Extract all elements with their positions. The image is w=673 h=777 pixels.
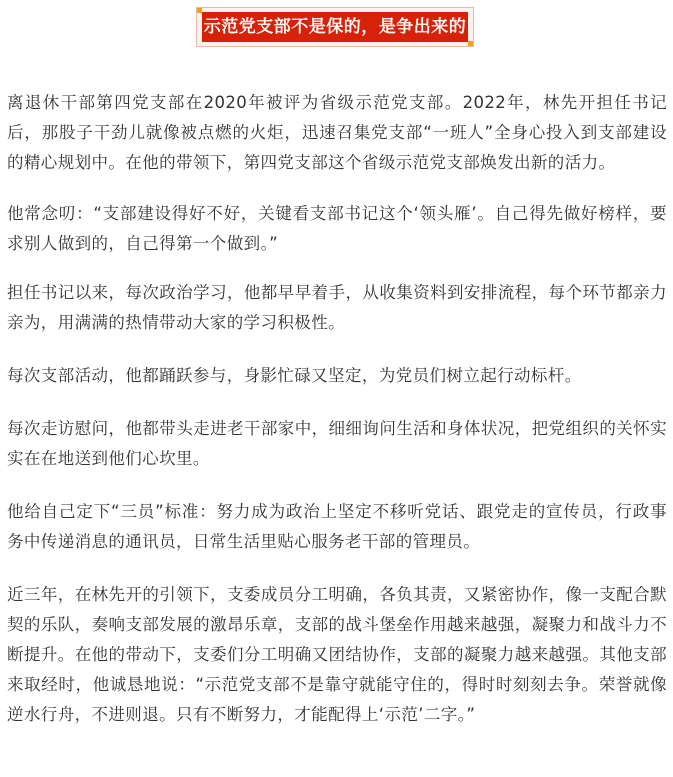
corner-decoration-icon xyxy=(468,41,473,46)
paragraph-study: 担任书记以来，每次政治学习，他都早早着手，从收集资料到安排流程，每个环节都亲力亲为，用满满的热情带动大家的学习积极性。 xyxy=(7,283,667,332)
paragraph-standards: 他给自己定下“三员”标准：努力成为政治上坚定不移听党话、跟党走的宣传员，行政事务中传递消息的通讯员，日常生活里贴心服务老干部的管理员。 xyxy=(7,502,667,551)
article-body xyxy=(7,88,667,753)
paragraph-quote: 他常念叨：“支部建设得好不好，关键看支部书记这个‘领头雁’。自己得先做好榜样，要求别人做到的，自己得第一个做到。” xyxy=(7,204,667,253)
paragraph-activities: 每次支部活动，他都踊跃参与，身影忙碌又坚定，为党员们树立起行动标杆。 xyxy=(7,366,582,385)
paragraph-intro: 离退休干部第四党支部在2020年被评为省级示范党支部。2022年，林先开担任书记后，那股子干劲儿就像被点燃的火炬，迅速召集党支部“一班人”全身心投入到支部建设的精心规划中。在他的带领下，第四党支部这个省级示范党支部焕发出新的活力。 xyxy=(7,93,667,172)
title-banner xyxy=(196,7,474,47)
title-area xyxy=(0,0,673,56)
paragraph-results: 近三年，在林先开的引领下，支委成员分工明确，各负其责，又紧密协作，像一支配合默契的乐队，奏响支部发展的激昂乐章，支部的战斗堡垒作用越来越强，凝聚力和战斗力不断提升。在他的带动下，支委们分工明确又团结协作，支部的凝聚力越来越强。其他支部来取经时，他诚恳地说：“示范党支部不是靠守就能守住的，得时时刻刻去争。荣誉就像逆水行舟，不进则退。只有不断努力，才能配得上‘示范’二字。” xyxy=(7,585,667,724)
paragraph-visits: 每次走访慰问，他都带头走进老干部家中，细细询问生活和身体状况，把党组织的关怀实实在在地送到他们心坎里。 xyxy=(7,419,667,468)
page-title: 示范党支部不是保的，是争出来的 xyxy=(202,12,468,42)
